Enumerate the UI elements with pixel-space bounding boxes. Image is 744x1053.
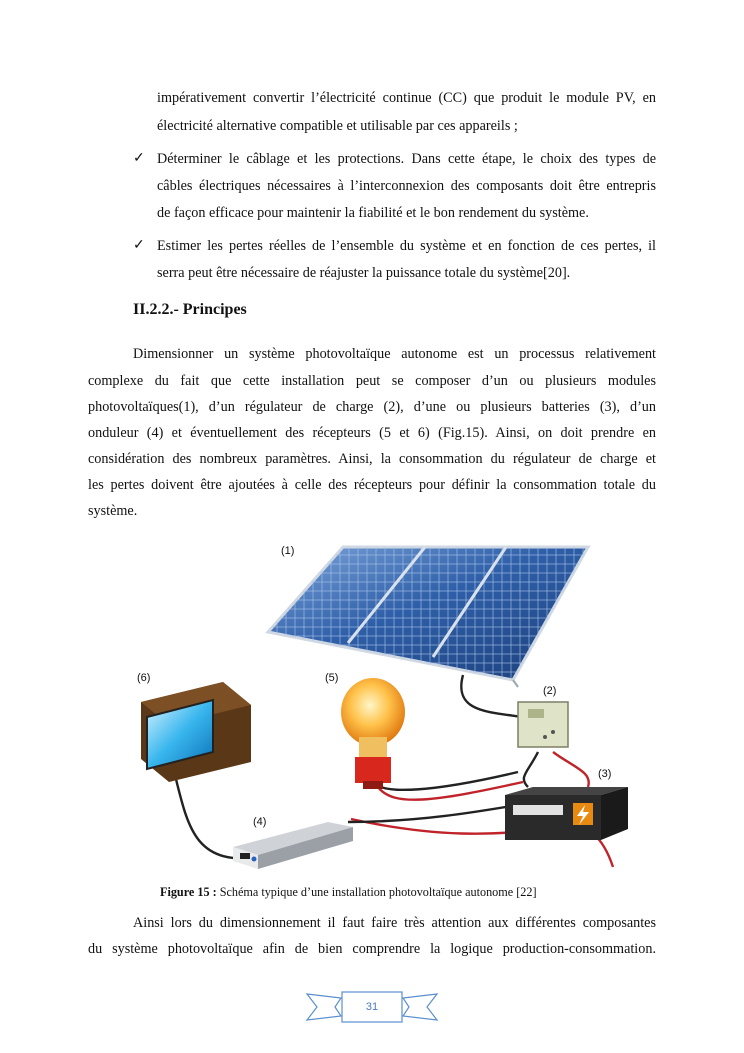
bullet-1-line-3: de façon efficace pour maintenir la fiabilité et le bon rendement du système. xyxy=(157,205,589,221)
inverter xyxy=(233,822,353,869)
figure-caption xyxy=(160,884,537,900)
label-5: (5) xyxy=(325,672,339,684)
paragraph-line-7: système. xyxy=(88,503,138,519)
label-2: (2) xyxy=(543,685,557,697)
final-line-1: Ainsi lors du dimensionnement il faut faire très attention aux différentes composantes xyxy=(133,915,656,931)
charge-controller xyxy=(518,702,568,747)
solar-panel xyxy=(268,547,588,687)
label-6: (6) xyxy=(137,672,151,684)
section-heading: II.2.2.- Principes xyxy=(133,301,247,318)
bullet-1-line-1: Déterminer le câblage et les protections. Dans cette étape, le choix des types de xyxy=(157,151,656,167)
label-3: (3) xyxy=(598,768,612,780)
paragraph-line-1: Dimensionner un système photovoltaïque autonome est un processus relativement xyxy=(133,346,656,362)
paragraph-line-6: les pertes doivent être ajoutées à celle des récepteurs pour définir la consommation totale du xyxy=(88,477,656,493)
television xyxy=(141,682,251,782)
page-number: 31 xyxy=(365,1001,379,1013)
pv-system-illustration xyxy=(133,537,630,879)
checkmark-icon: ✓ xyxy=(133,238,145,253)
label-1: (1) xyxy=(281,545,295,557)
intro-line-1: impérativement convertir l’électricité continue (CC) que produit le module PV, en xyxy=(157,90,656,106)
paragraph-line-2: complexe du fait que cette installation peut se composer d’un ou plusieurs modules xyxy=(88,373,656,389)
bullet-1-line-2: câbles électriques nécessaires à l’interconnexion des composants doit être entrepris xyxy=(157,178,656,194)
paragraph-line-5: considération des nombreux paramètres. Ainsi, la consommation du régulateur de charge et xyxy=(88,451,656,467)
intro-line-2: électricité alternative compatible et utilisable par ces appareils ; xyxy=(157,118,518,134)
paragraph-line-3: photovoltaïques(1), d’un régulateur de charge (2), d’une ou plusieurs batteries (3), d’un xyxy=(88,399,656,415)
label-4: (4) xyxy=(253,816,267,828)
bullet-2-line-1: Estimer les pertes réelles de l’ensemble du système et en fonction de ces pertes, il xyxy=(157,238,656,254)
caption-label: Figure 15 : xyxy=(160,885,217,899)
checkmark-icon: ✓ xyxy=(133,151,145,166)
final-line-2: du système photovoltaïque afin de bien comprendre la logique production-consommation. xyxy=(88,941,656,957)
bullet-2-line-2: serra peut être nécessaire de réajuster la puissance totale du système[20]. xyxy=(157,265,571,281)
light-bulb xyxy=(341,678,405,789)
caption-text: Schéma typique d’une installation photovoltaïque autonome [22] xyxy=(216,885,537,899)
pv-system-figure xyxy=(133,537,630,879)
paragraph-line-4: onduleur (4) et éventuellement des récepteurs (5 et 6) (Fig.15). Ainsi, on doit prendre en xyxy=(88,425,656,441)
battery xyxy=(505,787,628,840)
